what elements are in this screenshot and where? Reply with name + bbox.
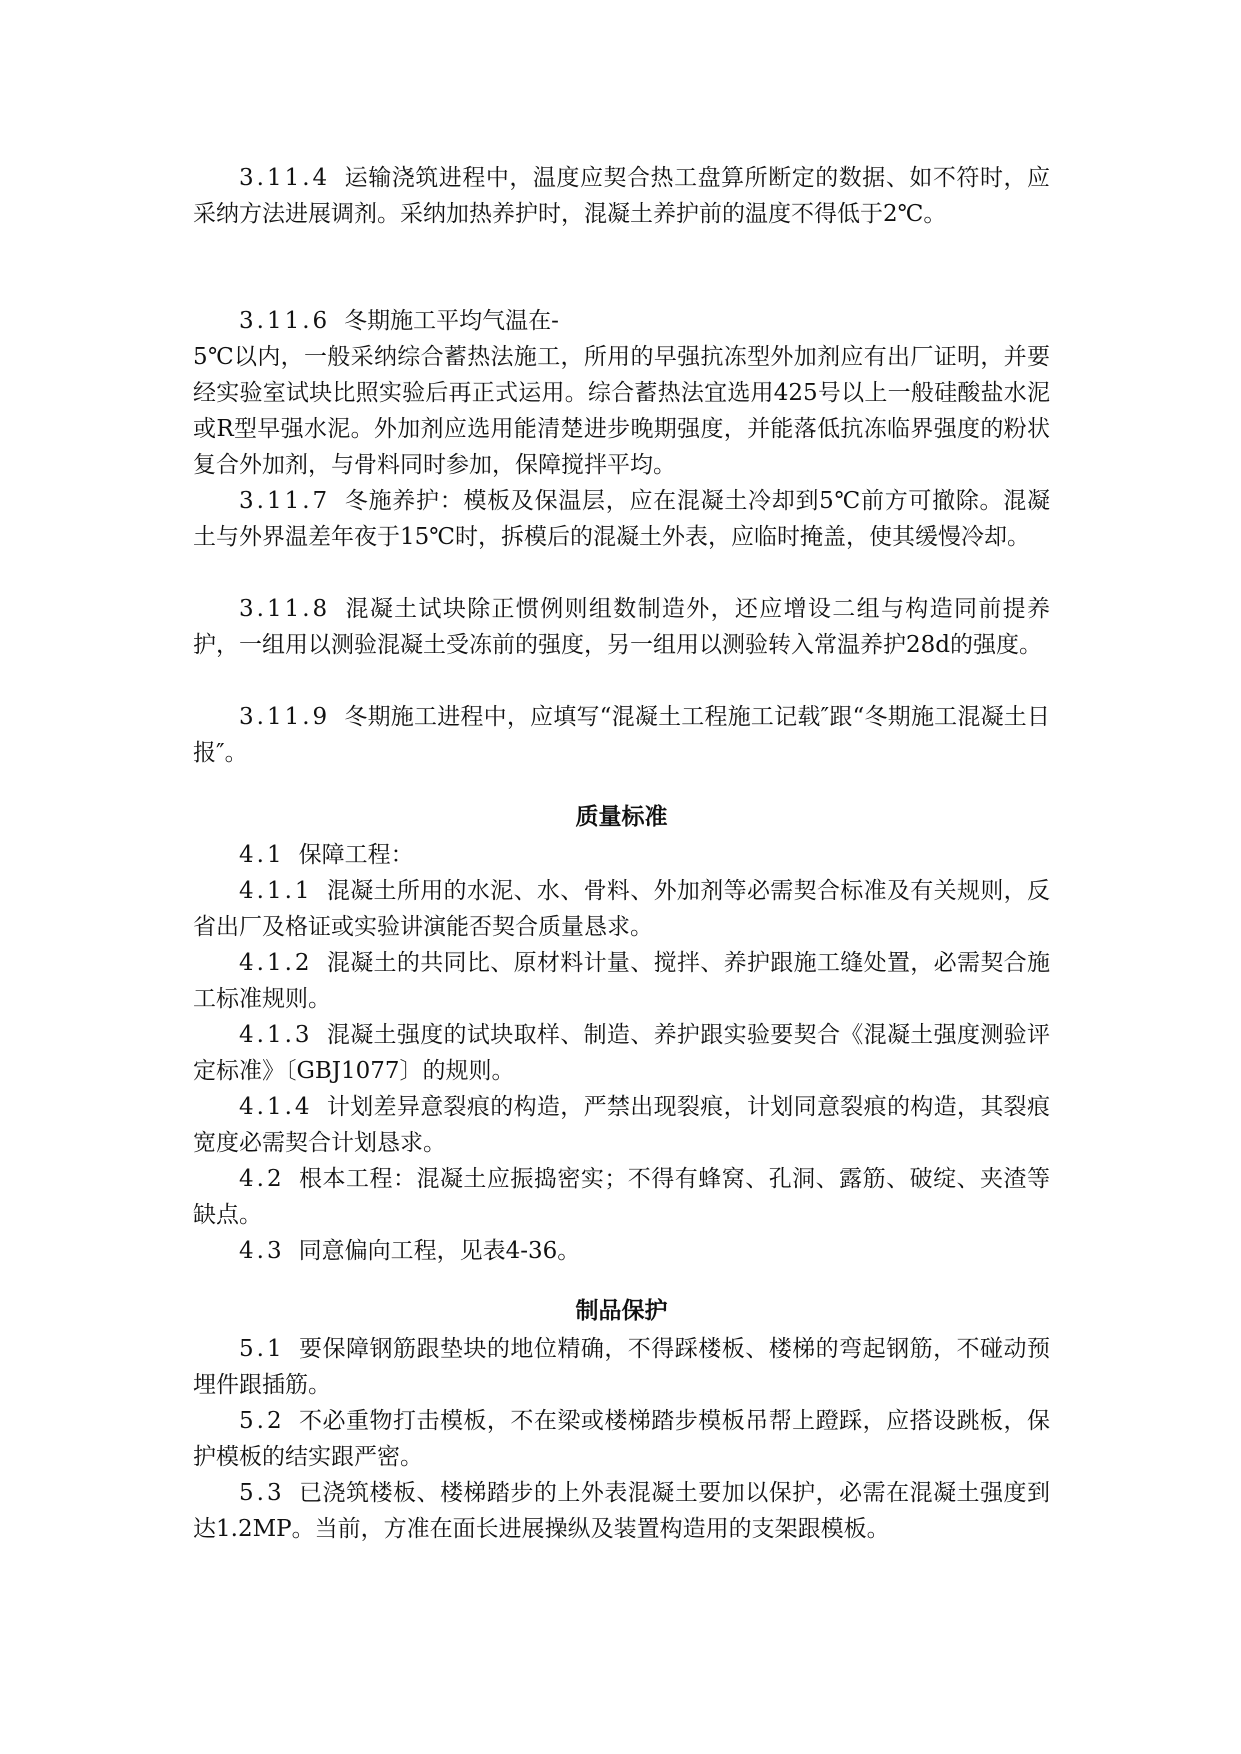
clause-text: 不必重物打击模板，不在梁或楼梯踏步模板吊帮上蹬踩，应搭设跳板，保护模板的结实跟严密。 [193,1408,1050,1470]
clause-number: 3.11.8 [239,596,331,622]
clause-text: 计划差异意裂痕的构造，严禁出现裂痕，计划同意裂痕的构造，其裂痕宽度必需契合计划恳求。 [193,1094,1050,1156]
clause-number: 4.3 [239,1238,285,1264]
clause-text: 保障工程： [298,842,414,868]
clause-number: 5.3 [239,1480,285,1506]
clause-number: 4.1.1 [239,878,313,904]
paragraph-5-2 [193,1403,1050,1475]
clause-text: 要保障钢筋跟垫块的地位精确，不得踩楼板、楼梯的弯起钢筋，不碰动预埋件跟插筋。 [193,1336,1050,1398]
clause-number: 5.1 [239,1336,285,1362]
clause-text: 根本工程：混凝土应振捣密实；不得有蜂窝、孔洞、露筋、破绽、夹渣等缺点。 [193,1166,1050,1228]
section-heading-protection: 制品保护 [575,1297,668,1324]
clause-number: 5.2 [239,1408,285,1434]
clause-number: 4.1.4 [239,1094,313,1120]
paragraph-4-1-2 [193,945,1050,1017]
clause-text: 冬期施工平均气温在- [344,308,559,334]
paragraph-5-1 [193,1331,1050,1403]
paragraph-4-1-1 [193,873,1050,945]
paragraph-4-3 [193,1233,1050,1269]
paragraph-4-1-4 [193,1089,1050,1161]
section-heading-quality: 质量标准 [575,803,668,830]
paragraph-3-11-8 [193,591,1050,663]
clause-text: 同意偏向工程，见表4-36。 [298,1238,581,1264]
clause-number: 3.11.9 [239,704,331,730]
paragraph-3-11-7 [193,483,1050,555]
clause-text: 冬期施工进程中，应填写“混凝土工程施工记载″跟“冬期施工混凝土日报″。 [193,704,1050,766]
clause-number: 3.11.4 [239,165,331,191]
clause-text: 已浇筑楼板、楼梯踏步的上外表混凝土要加以保护，必需在混凝土强度到达1.2MP。当前，方准在面长进展操纵及装置构造用的支架跟模板。 [193,1480,1050,1542]
clause-number: 3.11.7 [239,488,331,514]
paragraph-3-11-9 [193,699,1050,771]
paragraph-5-3 [193,1475,1050,1547]
paragraph-4-2 [193,1161,1050,1233]
clause-text: 混凝土的共同比、原材料计量、搅拌、养护跟施工缝处置，必需契合施工标准规则。 [193,950,1050,1012]
clause-number: 4.2 [239,1166,285,1192]
clause-number: 3.11.6 [239,308,331,334]
paragraph-3-11-6 [193,303,1050,339]
clause-text: 运输浇筑进程中，温度应契合热工盘算所断定的数据、如不符时，应采纳方法进展调剂。采纳加热养护时，混凝土养护前的温度不得低于2℃。 [193,165,1050,227]
paragraph-4-1-3 [193,1017,1050,1089]
paragraph-4-1 [193,837,1050,873]
paragraph-3-11-4 [193,160,1050,232]
clause-number: 4.1.3 [239,1022,313,1048]
clause-text: 5℃以内，一般采纳综合蓄热法施工，所用的早强抗冻型外加剂应有出厂证明，并要经实验室试块比照实验后再正式运用。综合蓄热法宜选用425号以上一般硅酸盐水泥或R型早强水泥。外加剂应选用能清楚进步晚期强度，并能落低抗冻临界强度的粉状复合外加剂，与骨料同时参加，保障搅拌平均。 [193,344,1050,478]
document-page [193,0,1050,1754]
clause-number: 4.1 [239,842,285,868]
clause-text: 冬施养护：模板及保温层，应在混凝土冷却到5℃前方可撤除。混凝土与外界温差年夜于15℃时，拆模后的混凝土外表，应临时掩盖，使其缓慢冷却。 [193,488,1050,550]
clause-text: 混凝土所用的水泥、水、骨料、外加剂等必需契合标准及有关规则，反省出厂及格证或实验讲演能否契合质量恳求。 [193,878,1050,940]
clause-text: 混凝土试块除正惯例则组数制造外，还应增设二组与构造同前提养护，一组用以测验混凝土受冻前的强度，另一组用以测验转入常温养护28d的强度。 [193,596,1050,658]
clause-text: 混凝土强度的试块取样、制造、养护跟实验要契合《混凝土强度测验评定标准》〔GBJ1077〕的规则。 [193,1022,1050,1084]
clause-number: 4.1.2 [239,950,313,976]
paragraph-3-11-6-continued [193,339,1050,483]
